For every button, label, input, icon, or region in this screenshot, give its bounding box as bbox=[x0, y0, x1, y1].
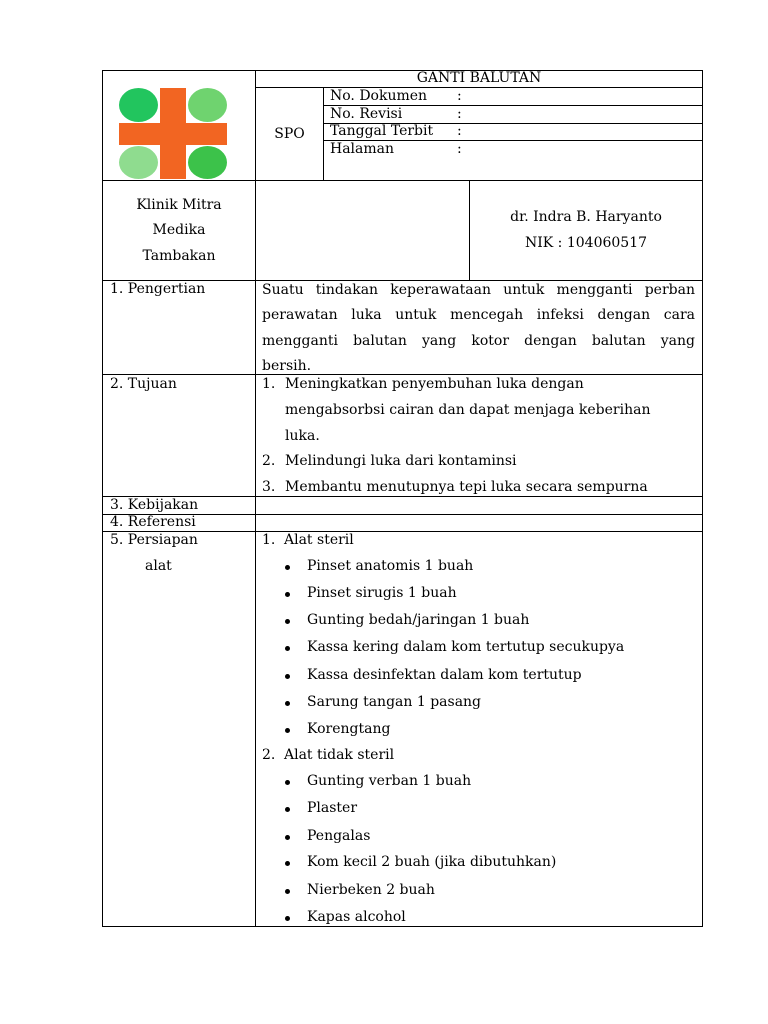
logo-circle-bottom-left bbox=[119, 146, 158, 179]
logo-circle-top-right bbox=[188, 88, 227, 122]
logo-cross-horizontal bbox=[119, 123, 227, 145]
alat-tidak-steril-num: 2. bbox=[262, 747, 276, 763]
bullet-icon bbox=[285, 674, 290, 679]
bullet-icon bbox=[285, 861, 290, 866]
field-halaman-sep: : bbox=[457, 141, 462, 157]
section-label-referensi: 4. Referensi bbox=[110, 514, 196, 530]
doctor-name: dr. Indra B. Haryanto bbox=[510, 209, 662, 225]
section-label-persiapan-line-1: 5. Persiapan bbox=[110, 532, 198, 548]
alat-tidak-steril-title: Alat tidak steril bbox=[284, 747, 395, 763]
bullet-icon bbox=[285, 835, 290, 840]
bullet-icon bbox=[285, 565, 290, 570]
tujuan-item-2-num: 2. bbox=[262, 453, 276, 469]
field-halaman-label: Halaman bbox=[330, 141, 395, 157]
clinic-logo bbox=[118, 88, 228, 180]
section-label-tujuan: 2. Tujuan bbox=[110, 376, 177, 392]
field-no-revisi-label: No. Revisi bbox=[330, 106, 403, 122]
bullet-icon bbox=[285, 807, 290, 812]
field-tanggal-terbit-label: Tanggal Terbit bbox=[330, 123, 434, 139]
bullet-icon bbox=[285, 728, 290, 733]
field-tanggal-terbit-sep: : bbox=[457, 123, 462, 139]
section-label-kebijakan: 3. Kebijakan bbox=[110, 497, 199, 513]
tujuan-item-3-line-1: Membantu menutupnya tepi luka secara sempurna bbox=[285, 479, 648, 495]
doctor-nik: NIK : 104060517 bbox=[524, 235, 648, 251]
spo-label: SPO bbox=[274, 126, 305, 142]
clinic-name-line-3: Tambakan bbox=[142, 248, 216, 264]
bullet-icon bbox=[285, 619, 290, 624]
bullet-icon bbox=[285, 646, 290, 651]
bullet-icon bbox=[285, 780, 290, 785]
alat-steril-num: 1. bbox=[262, 532, 276, 548]
pengertian-line-3: mengganti balutan yang kotor dengan balutan yang bbox=[262, 333, 695, 349]
field-no-dokumen-sep: : bbox=[457, 88, 462, 104]
bullet-icon bbox=[285, 889, 290, 894]
pengertian-line-2: perawatan luka untuk mencegah infeksi dengan cara bbox=[262, 307, 695, 323]
clinic-name-line-2: Medika bbox=[152, 222, 206, 238]
tujuan-item-1-line-2: mengabsorbsi cairan dan dapat menjaga keberihan bbox=[285, 402, 651, 418]
bullet-icon bbox=[285, 592, 290, 597]
tujuan-item-2-line-1: Melindungi luka dari kontaminsi bbox=[285, 453, 517, 469]
field-no-dokumen-label: No. Dokumen bbox=[330, 88, 428, 104]
document-title: GANTI BALUTAN bbox=[416, 70, 542, 86]
tujuan-item-1-line-3: luka. bbox=[285, 428, 320, 444]
section-label-pengertian: 1. Pengertian bbox=[110, 281, 206, 297]
tujuan-item-1-num: 1. bbox=[262, 376, 276, 392]
clinic-name-line-1: Klinik Mitra bbox=[136, 197, 222, 213]
field-no-revisi-sep: : bbox=[457, 106, 462, 122]
bullet-icon bbox=[285, 701, 290, 706]
logo-circle-bottom-right bbox=[188, 146, 227, 179]
pengertian-line-1: Suatu tindakan keperawataan untuk mengganti perban bbox=[262, 282, 695, 298]
pengertian-line-4: bersih. bbox=[262, 358, 312, 374]
tujuan-item-3-num: 3. bbox=[262, 479, 276, 495]
alat-steril-title: Alat steril bbox=[284, 532, 354, 548]
bullet-icon bbox=[285, 916, 290, 921]
tujuan-item-1-line-1: Meningkatkan penyembuhan luka dengan bbox=[285, 376, 584, 392]
logo-circle-top-left bbox=[119, 88, 158, 122]
section-label-persiapan-line-2: alat bbox=[145, 558, 172, 574]
